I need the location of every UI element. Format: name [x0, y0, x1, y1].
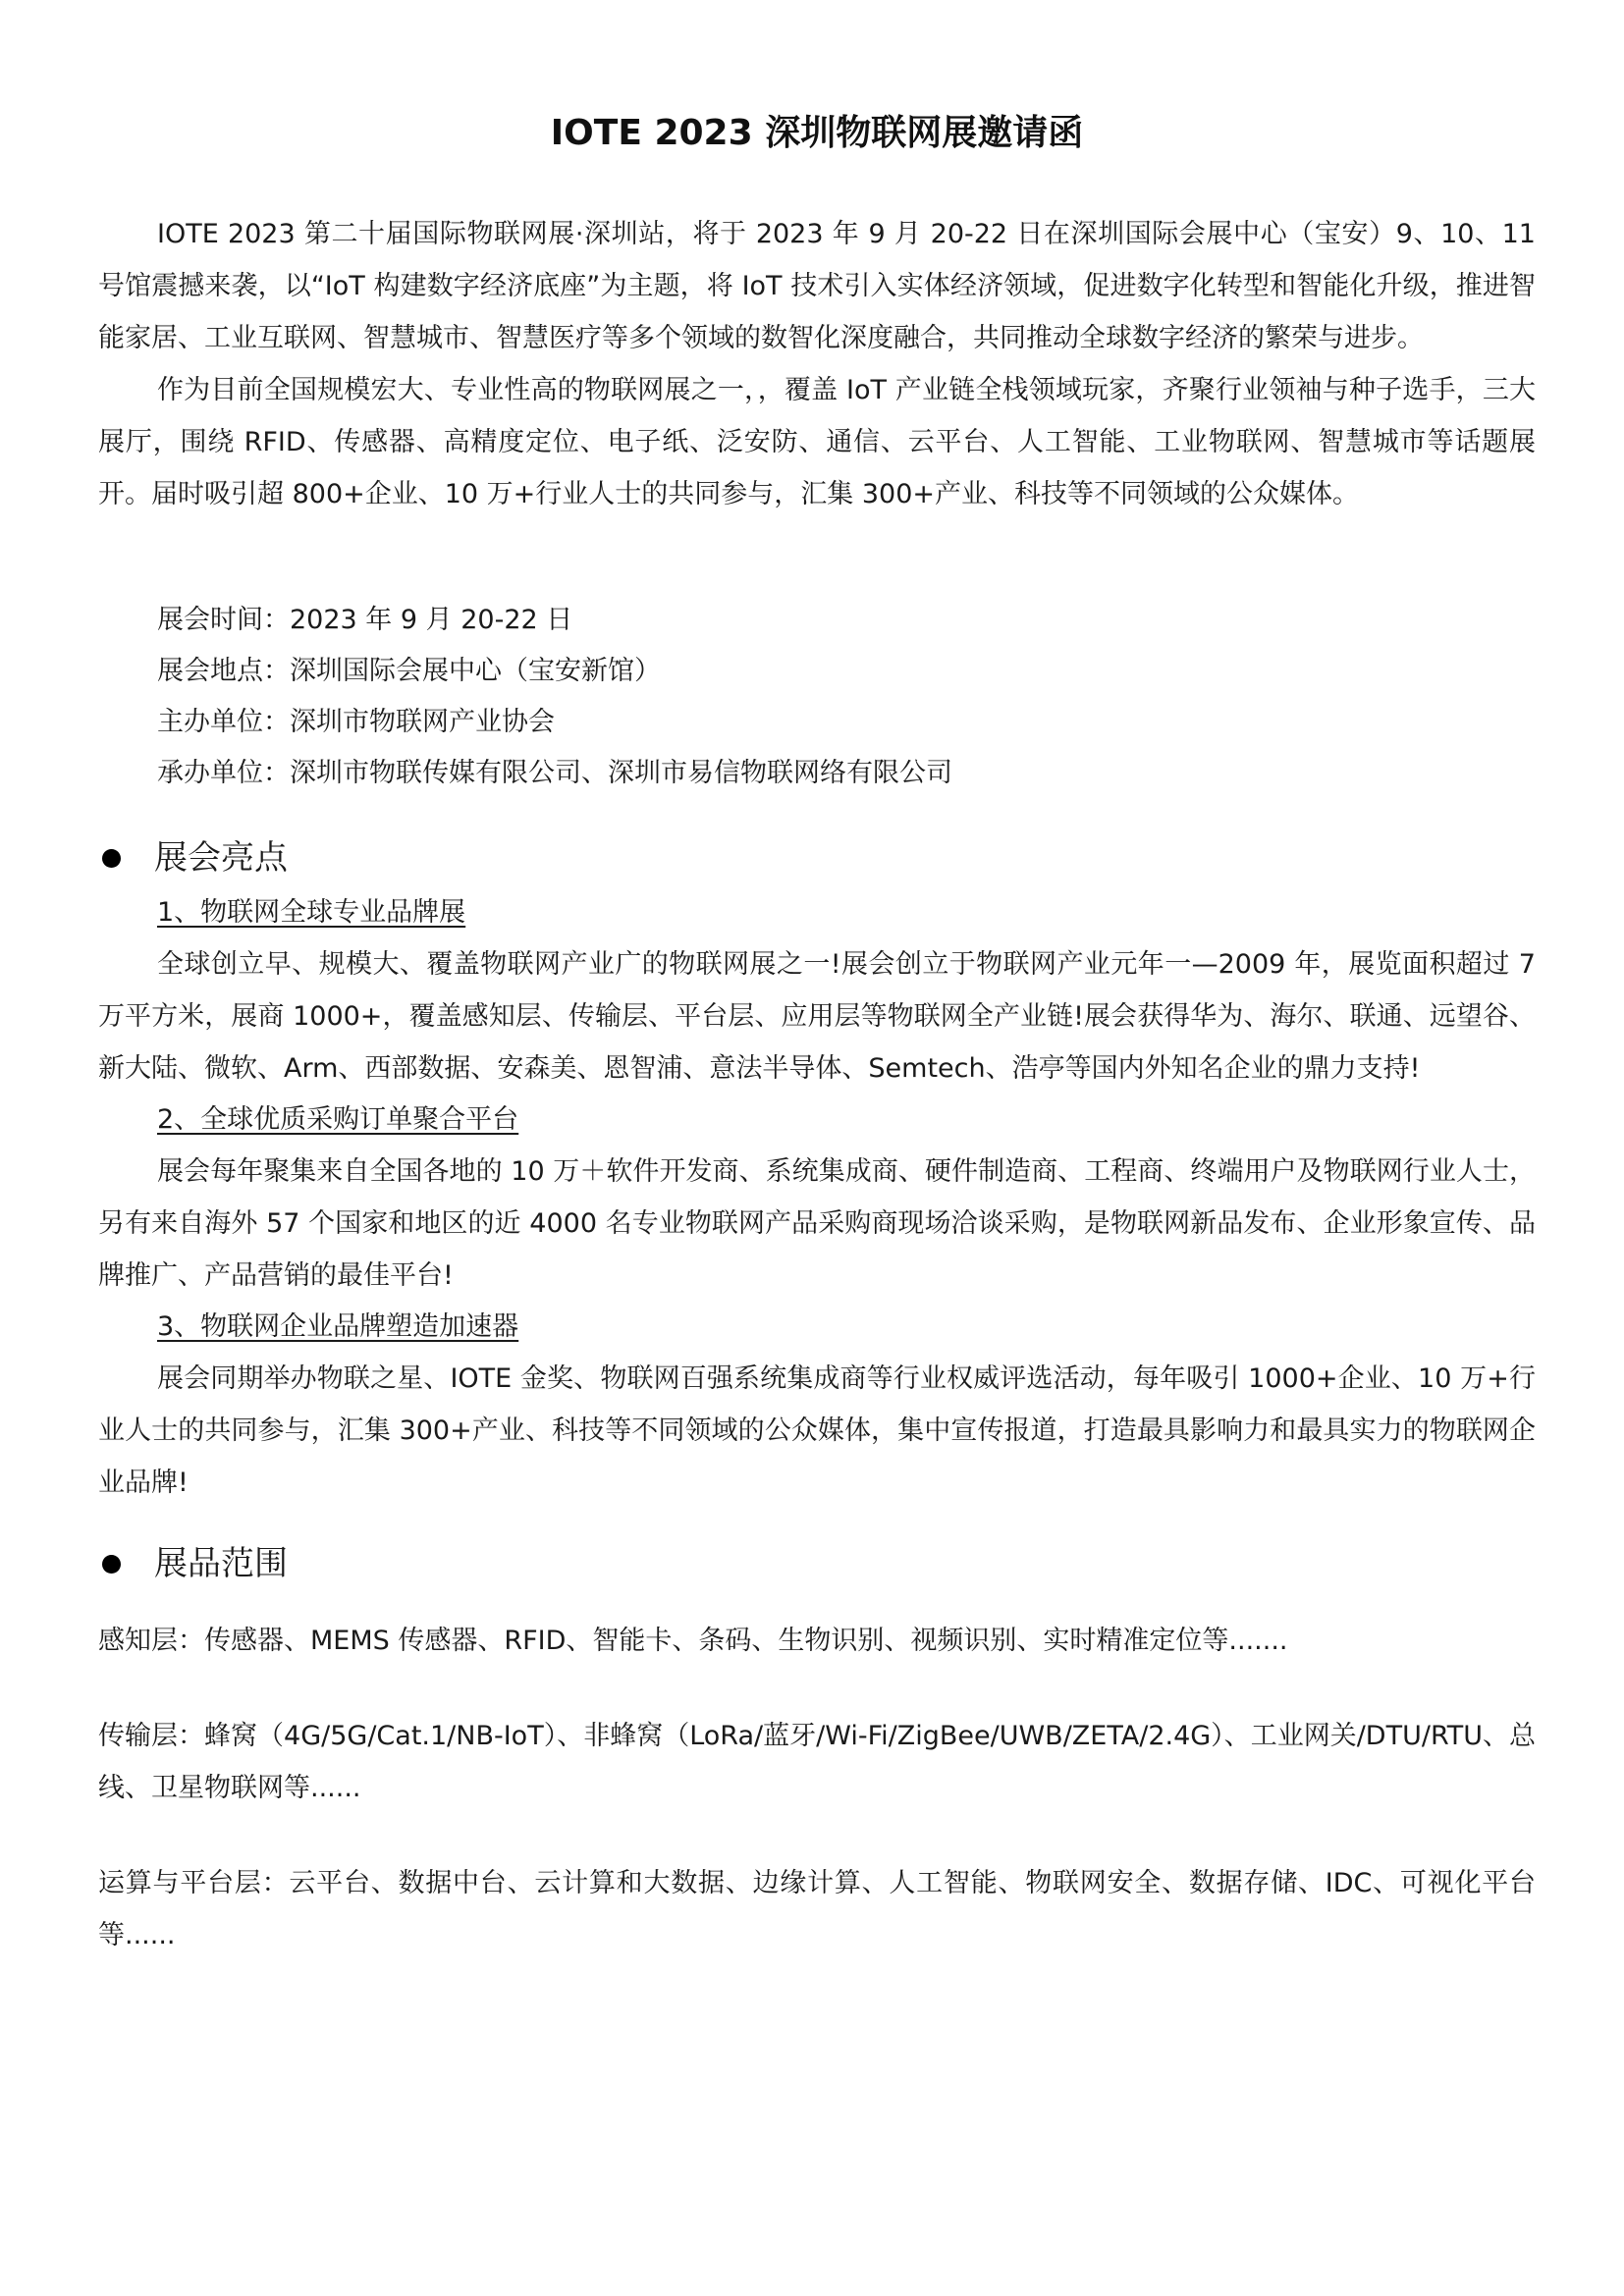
bullet-dot-icon — [102, 1555, 121, 1574]
highlight-2-body: 展会每年聚集来自全国各地的 10 万＋软件开发商、系统集成商、硬件制造商、工程商、终端用户及物联网行业人士，另有来自海外 57 个国家和地区的近 4000 名专业物联网产品采购商现场洽谈采购，是物联网新品发布、企业形象宣传、品牌推广、产品营销的最佳平台! — [98, 1156, 1536, 1291]
highlights-heading: 展会亮点 — [154, 838, 288, 878]
event-undertaker: 承办单位：深圳市物联传媒有限公司、深圳市易信物联网络有限公司 — [157, 758, 952, 788]
intro-paragraph-1: IOTE 2023 第二十届国际物联网展·深圳站，将于 2023 年 9 月 20-22 日在深圳国际会展中心（宝安）9、10、11 号馆震撼来袭，以“IoT 构建数字经济底座”为主题，将 IoT 技术引入实体经济领域，促进数字化转型和智能化升级，推进智能家居、工业互联网、智慧城市、智慧医疗等多个领域的数智化深度融合，共同推动全球数字经济的繁荣与进步。 — [98, 219, 1536, 353]
event-organizer: 主办单位：深圳市物联网产业协会 — [157, 707, 555, 737]
spacer — [98, 1814, 1536, 1857]
scope-heading: 展品范围 — [154, 1544, 288, 1583]
highlight-1-body: 全球创立早、规模大、覆盖物联网产业广的物联网展之一!展会创立于物联网产业元年一—2009 年，展览面积超过 7 万平方米，展商 1000+，覆盖感知层、传输层、平台层、应用层等物联网全产业链!展会获得华为、海尔、联通、远望谷、新大陆、微软、Arm、西部数据、安森美、恩智浦、意法半导体、Semtech、浩亭等国内外知名企业的鼎力支持! — [98, 949, 1536, 1084]
page-title: IOTE 2023 深圳物联网展邀请函 — [550, 113, 1084, 153]
intro-paragraph-2: 作为目前全国规模宏大、专业性高的物联网展之一，，覆盖 IoT 产业链全栈领域玩家，齐聚行业领袖与种子选手，三大展厅，围绕 RFID、传感器、高精度定位、电子纸、泛安防、通信、云平台、人工智能、工业物联网、智慧城市等话题展开。届时吸引超 800+企业、10 万+行业人士的共同参与，汇集 300+产业、科技等不同领域的公众媒体。 — [98, 375, 1536, 509]
scope-transport-layer: 传输层：蜂窝（4G/5G/Cat.1/NB-IoT）、非蜂窝（LoRa/蓝牙/Wi-Fi/ZigBee/UWB/ZETA/2.4G）、工业网关/DTU/RTU、总线、卫星物联网等...... — [98, 1721, 1536, 1803]
highlight-3-body: 展会同期举办物联之星、IOTE 金奖、物联网百强系统集成商等行业权威评选活动，每年吸引 1000+企业、10 万+行业人士的共同参与，汇集 300+产业、科技等不同领域的公众媒体，集中宣传报道，打造最具影响力和最具实力的物联网企业品牌! — [98, 1363, 1536, 1498]
highlight-2-title: 2、全球优质采购订单聚合平台 — [157, 1104, 519, 1135]
event-venue: 展会地点：深圳国际会展中心（宝安新馆） — [157, 656, 661, 686]
event-time: 展会时间：2023 年 9 月 20-22 日 — [157, 605, 573, 635]
scope-platform-layer: 运算与平台层：云平台、数据中台、云计算和大数据、边缘计算、人工智能、物联网安全、数据存储、IDC、可视化平台等...... — [98, 1868, 1536, 1950]
highlight-3-title: 3、物联网企业品牌塑造加速器 — [157, 1311, 519, 1342]
highlight-1-title: 1、物联网全球专业品牌展 — [157, 897, 466, 928]
spacer — [98, 1667, 1536, 1710]
bullet-dot-icon — [102, 849, 121, 868]
scope-section-header — [98, 1534, 1536, 1593]
highlights-section-header — [98, 828, 1536, 887]
event-info-list — [98, 595, 1536, 799]
scope-perception-layer: 感知层：传感器、MEMS 传感器、RFID、智能卡、条码、生物识别、视频识别、实时精准定位等....... — [98, 1626, 1288, 1656]
spacer — [98, 520, 1536, 595]
